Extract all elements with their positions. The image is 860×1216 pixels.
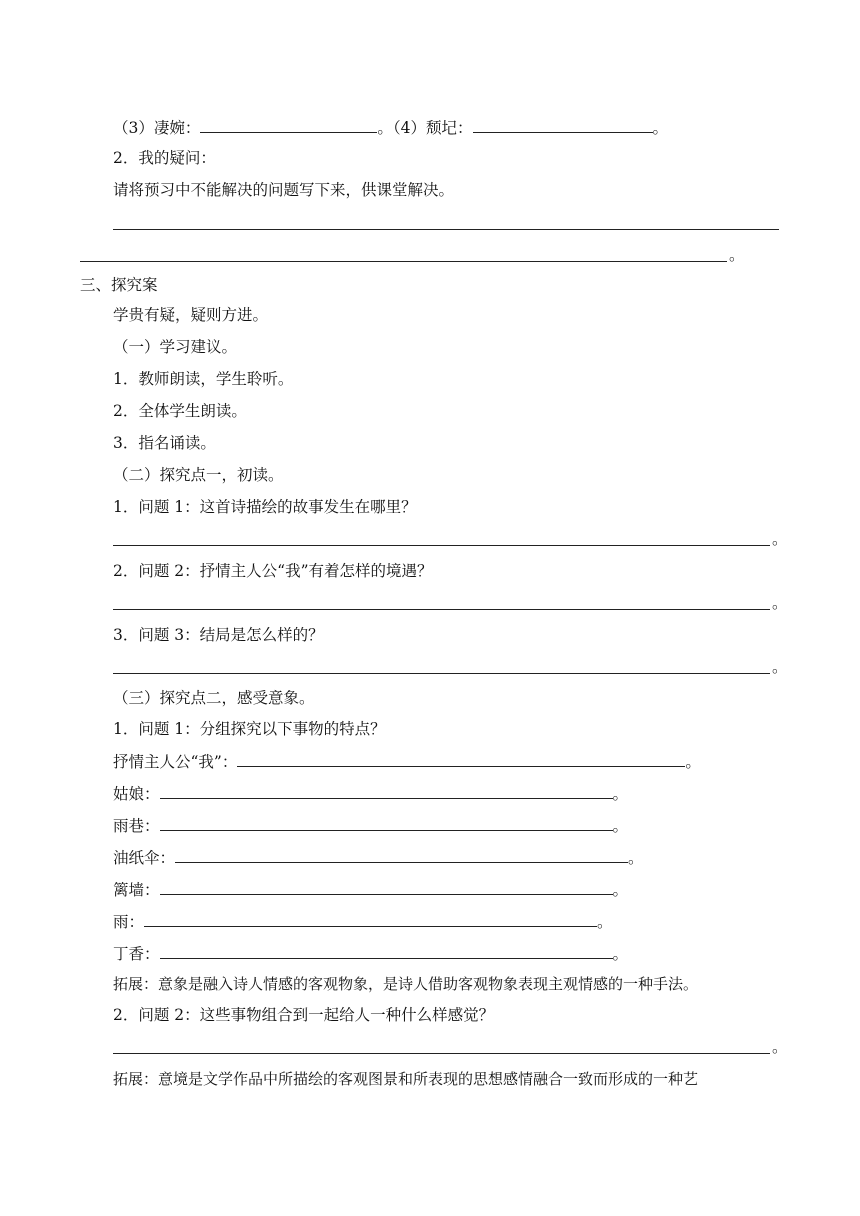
answer-blank[interactable] <box>144 911 597 927</box>
answer-blank[interactable] <box>175 847 628 863</box>
image-item <box>113 943 628 963</box>
question-instruction: 请将预习中不能解决的问题写下来，供课堂解决。 <box>113 181 455 199</box>
image-item <box>113 911 613 931</box>
question-title: 2．我的疑问： <box>113 149 216 167</box>
answer-line[interactable] <box>113 229 779 230</box>
answer-blank[interactable] <box>160 783 613 799</box>
suggestion-item: 3．指名诵读。 <box>113 434 216 452</box>
extension-note: 拓展：意象是融入诗人情感的客观物象，是诗人借助客观物象表现主观情感的一种手法。 <box>113 975 699 993</box>
item3-answer-blank[interactable] <box>200 117 377 133</box>
period: 。 <box>729 246 745 264</box>
section-title: 三、探究案 <box>80 276 158 294</box>
answer-line[interactable] <box>113 1053 770 1054</box>
period: 。 <box>612 881 629 899</box>
period: 。 <box>597 913 613 931</box>
question: 1．问题 1：这首诗描绘的故事发生在哪里？ <box>113 498 417 516</box>
answer-line[interactable] <box>113 673 770 674</box>
image-item <box>113 847 644 867</box>
item4-answer-blank[interactable] <box>473 117 653 133</box>
item4-label: 。（4）颓圮： <box>377 119 473 137</box>
image-label: 丁香： <box>113 945 160 963</box>
suggestion-item: 2．全体学生朗读。 <box>113 402 247 420</box>
image-label: 雨巷： <box>113 817 160 835</box>
answer-line[interactable] <box>80 261 727 262</box>
image-label: 雨： <box>113 913 145 931</box>
period: 。 <box>612 945 629 963</box>
subsection-title: （三）探究点二，感受意象。 <box>113 689 315 707</box>
image-label: 篱墙： <box>113 881 160 899</box>
question: 3．问题 3：结局是怎么样的？ <box>113 626 324 644</box>
period: 。 <box>652 119 669 137</box>
image-item <box>113 783 628 803</box>
image-label: 抒情主人公“我”： <box>113 753 238 771</box>
image-label: 姑娘： <box>113 785 160 803</box>
vocab-line <box>113 117 668 137</box>
question: 2．问题 2：这些事物组合到一起给人一种什么样感觉？ <box>113 1006 495 1024</box>
answer-line[interactable] <box>113 545 770 546</box>
suggestion-item: 1．教师朗读，学生聆听。 <box>113 370 294 388</box>
extension-note: 拓展：意境是文学作品中所描绘的客观图景和所表现的思想感情融合一致而形成的一种艺 <box>113 1070 699 1088</box>
answer-blank[interactable] <box>160 815 613 831</box>
period: 。 <box>772 594 788 612</box>
answer-blank[interactable] <box>237 751 685 767</box>
motto: 学贵有疑，疑则方进。 <box>113 306 269 324</box>
subsection-title: （二）探究点一，初读。 <box>113 466 284 484</box>
image-item <box>113 815 628 835</box>
question: 2．问题 2：抒情主人公“我”有着怎样的境遇？ <box>113 562 433 580</box>
period: 。 <box>612 817 629 835</box>
answer-blank[interactable] <box>160 943 613 959</box>
period: 。 <box>772 658 788 676</box>
image-item <box>113 751 701 771</box>
item3-label: （3）凄婉： <box>113 119 201 137</box>
image-item <box>113 879 628 899</box>
question: 1．问题 1：分组探究以下事物的特点？ <box>113 720 386 738</box>
period: 。 <box>772 1038 788 1056</box>
subsection-title: （一）学习建议。 <box>113 338 238 356</box>
answer-blank[interactable] <box>160 879 613 895</box>
answer-line[interactable] <box>113 609 770 610</box>
period: 。 <box>628 849 644 867</box>
period: 。 <box>685 753 701 771</box>
period: 。 <box>612 785 629 803</box>
period: 。 <box>772 530 788 548</box>
image-label: 油纸伞： <box>113 849 176 867</box>
